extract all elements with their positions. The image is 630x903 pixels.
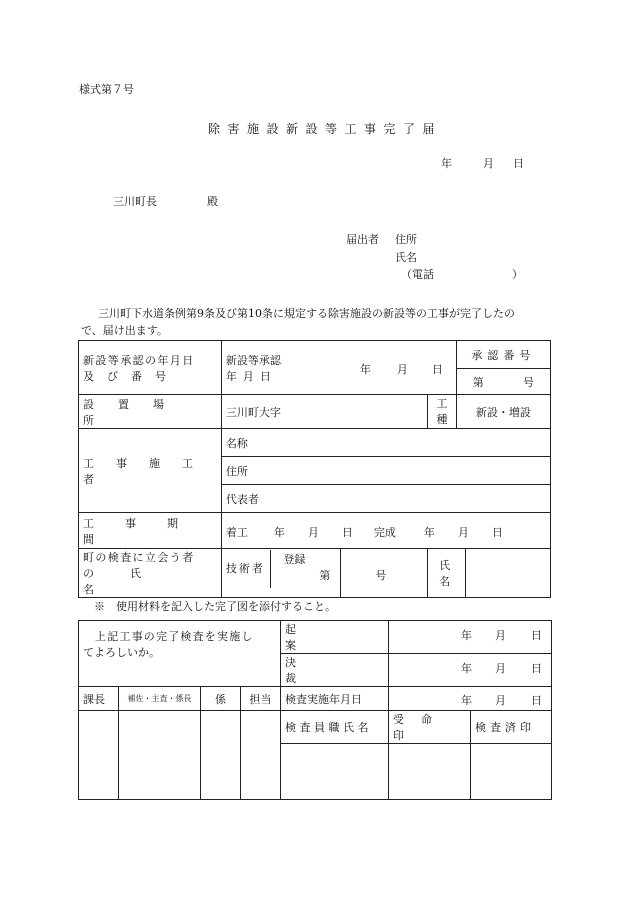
drafted-year: 年 [461,629,473,642]
period-label-cell [79,513,222,549]
addressee-honorific: 殿 [207,195,218,208]
decided-day: 日 [531,662,543,675]
inspected-stamp-value[interactable] [471,744,552,800]
staff-stamp[interactable] [201,711,241,800]
location-label: 設置場所 [83,397,188,427]
contractor-name[interactable]: 名称 [221,429,550,457]
inspected-stamp-label: 検査済印 [471,711,552,744]
addressee-name: 三川町長 [113,195,157,208]
decided-date[interactable] [389,654,552,687]
location-value[interactable]: 三川町大字 [221,395,427,429]
date-day: 日 [513,157,524,170]
body-text-line2: で、届け出ます。 [81,324,168,337]
title-text: 除害施設新設等工事完了届 [208,122,443,136]
registration-dai: 第 [319,569,331,582]
witness-name-value[interactable] [466,549,551,598]
registration-go: 号 [375,569,387,582]
request-line2: てよろしいか。 [83,646,160,659]
received-stamp-value[interactable] [389,744,471,800]
form-number: 様式第７号 [79,83,134,96]
drafted-month: 月 [495,629,507,642]
applicant-label: 届出者 [346,233,379,246]
date-year: 年 [441,157,452,170]
applicant-phone-close: ） [512,268,523,281]
approval-number-go: 号 [523,375,534,389]
approval-number-cell[interactable] [456,369,550,395]
decided-month: 月 [495,662,507,675]
work-type-value[interactable]: 新設・増設 [456,395,550,429]
decided-year: 年 [461,662,473,675]
decided-label-cell [281,654,389,687]
staff-label: 係 [201,687,241,711]
engineer-divider [270,550,271,588]
witness-label-cell [79,549,222,598]
in-charge-label: 担当 [241,687,281,711]
work-type-label-2: 種 [436,412,448,426]
date-month: 月 [483,157,494,170]
drafted-day: 日 [531,629,543,642]
applicant-phone-open: （電話 [401,268,434,281]
contractor-address[interactable]: 住所 [221,457,550,485]
request-line1: 上記工事の完了検査を実施し [95,630,254,643]
approval-number-header: 承認番号 [456,341,550,369]
inspector-name-label: 検査員職氏名 [281,711,389,744]
document-title [208,120,443,137]
approval-label-line1: 新設等承認の年月日 [83,353,195,367]
period-start-label: 着工 [225,526,248,539]
drafted-label-cell [281,621,389,654]
inspection-year: 年 [461,694,473,707]
location-label-cell [79,395,222,429]
approval-label-line2: 及び番号 [83,369,179,383]
approval-date-cell [221,341,456,395]
applicant-name-label: 氏名 [395,251,417,264]
inspection-day: 日 [531,694,543,707]
contractor-representative[interactable]: 代表者 [221,485,550,513]
applicant-address-label: 住所 [395,233,417,246]
inspection-date[interactable] [389,687,552,711]
period-label: 工事期間 [83,516,209,546]
approval-label-cell [79,341,222,395]
section-chief-stamp[interactable] [79,711,119,800]
period-start-month: 月 [307,526,319,539]
contractor-label: 工事施工者 [83,456,215,486]
witness-label-line1: 町の検査に立会う者 [83,551,195,564]
approval-day: 日 [431,363,443,376]
attachment-note: ※ 使用材料を記入した完了図を添付すること。 [94,600,336,613]
section-chief-label: 課長 [79,687,119,711]
witness-name-label: 氏名 [428,549,466,598]
inspector-name-value[interactable] [281,744,389,800]
office-table [78,620,552,800]
inspection-month: 月 [495,694,507,707]
approval-year: 年 [359,363,371,376]
work-type-label [428,395,457,429]
in-charge-stamp[interactable] [241,711,281,800]
period-start-day: 日 [341,526,353,539]
period-finish-day: 日 [491,526,503,539]
approval-number-dai: 第 [472,375,484,389]
registration-cell[interactable] [283,549,428,598]
contractor-label-cell [79,429,222,513]
period-value-cell[interactable] [221,513,550,549]
drafted-label: 起案 [285,623,365,652]
engineer-label: 技術者 [225,562,265,575]
drafted-date[interactable] [389,621,552,654]
work-type-label-1: 工 [436,396,448,410]
main-table [78,340,551,598]
period-finish-month: 月 [457,526,469,539]
request-cell [79,621,281,687]
period-finish-year: 年 [423,526,435,539]
period-start-year: 年 [273,526,285,539]
registration-label: 登録 [283,553,306,566]
body-text-line1: 三川町下水道条例第9条及び第10条に規定する除害施設の新設等の工事が完了したの [98,307,515,320]
period-finish-label: 完成 [373,526,396,539]
decided-label: 決裁 [285,656,365,685]
witness-label-line2: の氏名 [83,567,177,596]
deputy-stamp[interactable] [119,711,201,800]
approval-sub-line2: 年月日 [225,369,277,383]
deputy-label: 補佐・主査・係長 [119,687,201,711]
inspection-date-label: 検査実施年月日 [281,687,389,711]
received-stamp-label: 受命印 [389,711,471,744]
approval-month: 月 [396,363,408,376]
approval-sub-line1: 新設等承認 [225,353,281,367]
